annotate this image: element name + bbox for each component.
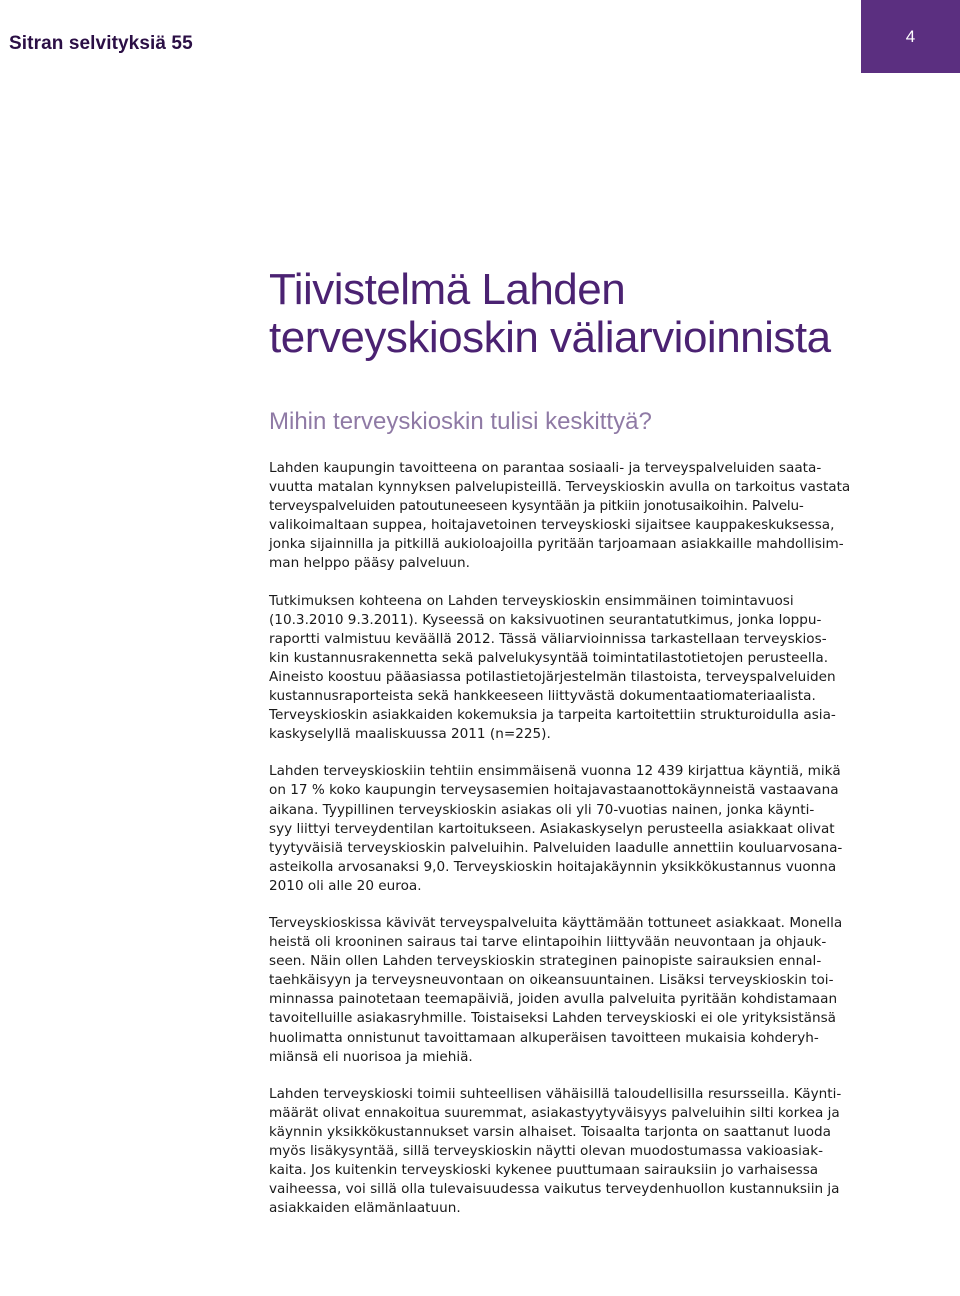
paragraph	[269, 592, 869, 745]
text-line: syy liittyi terveydentilan kartoitukseen. Asiakaskyselyn perusteella asiakkaat olivat	[269, 820, 835, 837]
text-line: man helppo pääsy palveluun.	[269, 555, 470, 572]
text-line: kaskyselyllä maaliskuussa 2011 (n=225).	[269, 726, 551, 743]
text-line: vuutta matalan kynnyksen palvelupisteillä. Terveyskioskin avulla on tarkoitus vastata	[269, 479, 851, 496]
text-line: taehkäisyyn ja terveysneuvontaan on oikeansuuntainen. Lisäksi terveyskioskin toi-	[269, 972, 834, 989]
body-text	[269, 459, 869, 1236]
text-line: raportti valmistuu keväällä 2012. Tässä väliarvioinnissa tarkastellaan terveyskios-	[269, 630, 827, 647]
text-line: terveyspalveluiden patoutuneeseen kysyntään ja pitkiin jonotusaikoihin. Palvelu-	[269, 498, 804, 515]
text-line: kustannusraporteista sekä hankkeeseen liittyvästä dokumentaatiomateriaalista.	[269, 688, 816, 705]
text-line: Terveyskioskissa kävivät terveyspalveluita käyttämään tottuneet asiakkaat. Monella	[269, 914, 843, 931]
text-line: myös lisäkysyntää, sillä terveyskioskin näytti olevan muodostumassa vakioasiak-	[269, 1143, 823, 1159]
text-line: minnassa painotetaan teemapäiviä, joiden avulla palveluita pyritään kohdistamaan	[269, 991, 838, 1008]
text-line: vaiheessa, voi sillä olla tulevaisuudessa vaikutus terveydenhuollon kustannuksiin ja	[269, 1181, 840, 1198]
text-line: tyytyväisiä terveyskioskin palveluihin. Palveluiden laadulle annettiin kouluarvosana-	[269, 839, 843, 856]
page-title	[269, 266, 831, 362]
text-line: Aineisto koostuu pääasiassa potilastietojärjestelmän tilastoista, terveyspalveluiden	[269, 668, 836, 685]
text-line: seen. Näin ollen Lahden terveyskioskin strateginen painopiste sairauksien ennal-	[269, 953, 822, 970]
series-title: Sitran selvityksiä 55	[9, 33, 193, 54]
section-subtitle: Mihin terveyskioskin tulisi keskittyä?	[269, 408, 652, 435]
text-line: jonka sijainnilla ja pitkillä aukioloajoilla pyritään tarjoamaan asiakkaille mahdollisim-	[269, 536, 844, 553]
text-line: huolimatta onnistunut tavoittamaan alkuperäisen tavoitteen mukaisia kohderyh-	[269, 1029, 819, 1046]
paragraph	[269, 762, 869, 896]
paragraph	[269, 1085, 869, 1219]
text-line: tavoitelluille asiakasryhmille. Toistaiseksi Lahden terveyskioski ei ole yrityksistänsä	[269, 1010, 836, 1027]
page-number-badge: 4	[861, 0, 960, 73]
text-line: (10.3.2010 9.3.2011). Kyseessä on kaksivuotinen seurantatutkimus, jonka loppu-	[269, 611, 822, 628]
text-line: Tutkimuksen kohteena on Lahden terveyskioskin ensimmäinen toimintavuosi	[269, 592, 794, 609]
paragraph	[269, 914, 869, 1067]
text-line: kaita. Jos kuitenkin terveyskioski kykenee puuttumaan sairauksiin jo varhaisessa	[269, 1162, 819, 1179]
page-title-line: terveyskioskin väliarvioinnista	[269, 313, 831, 362]
text-line: käynnin yksikkökustannukset varsin alhaiset. Toisaalta tarjonta on saattanut luoda	[269, 1123, 832, 1140]
text-line: Lahden terveyskioskiin tehtiin ensimmäisenä vuonna 12 439 kirjattua käyntiä, mikä	[269, 763, 841, 780]
text-line: aikana. Tyypillinen terveyskioskin asiakas oli yli 70-vuotias nainen, jonka käynti-	[269, 801, 815, 818]
text-line: valikoimaltaan suppea, hoitajavetoinen terveyskioski sijaitsee kauppakeskuksessa,	[269, 517, 835, 534]
text-line: Terveyskioskin asiakkaiden kokemuksia ja tarpeita kartoitettiin strukturoidulla asia-	[269, 707, 836, 724]
text-line: kin kustannusrakennetta sekä palvelukysyntää toimintatilastotietojen perusteella.	[269, 649, 829, 666]
text-line: on 17 % koko kaupungin terveysasemien hoitajavastaanottokäynneistä vastaavana	[269, 782, 839, 799]
paragraph	[269, 459, 869, 574]
page-title-line: Tiivistelmä Lahden	[269, 265, 626, 314]
text-line: asiakkaiden elämänlaatuun.	[269, 1200, 461, 1217]
text-line: miänsä eli nuorisoa ja miehiä.	[269, 1048, 473, 1065]
text-line: heistä oli krooninen sairaus tai tarve elintapoihin liittyvään neuvontaan ja ohjauk-	[269, 934, 827, 951]
text-line: asteikolla arvosanaksi 9,0. Terveyskioskin hoitajakäynnin yksikkökustannus vuonna	[269, 858, 837, 875]
text-line: 2010 oli alle 20 euroa.	[269, 877, 422, 894]
text-line: määrät olivat ennakoitua suuremmat, asiakastyytyväisyys palveluihin silti korkea ja	[269, 1104, 840, 1121]
text-line: Lahden kaupungin tavoitteena on parantaa sosiaali- ja terveyspalveluiden saata-	[269, 460, 822, 476]
text-line: Lahden terveyskioski toimii suhteellisen vähäisillä taloudellisilla resursseilla. Käynti-	[269, 1085, 842, 1102]
